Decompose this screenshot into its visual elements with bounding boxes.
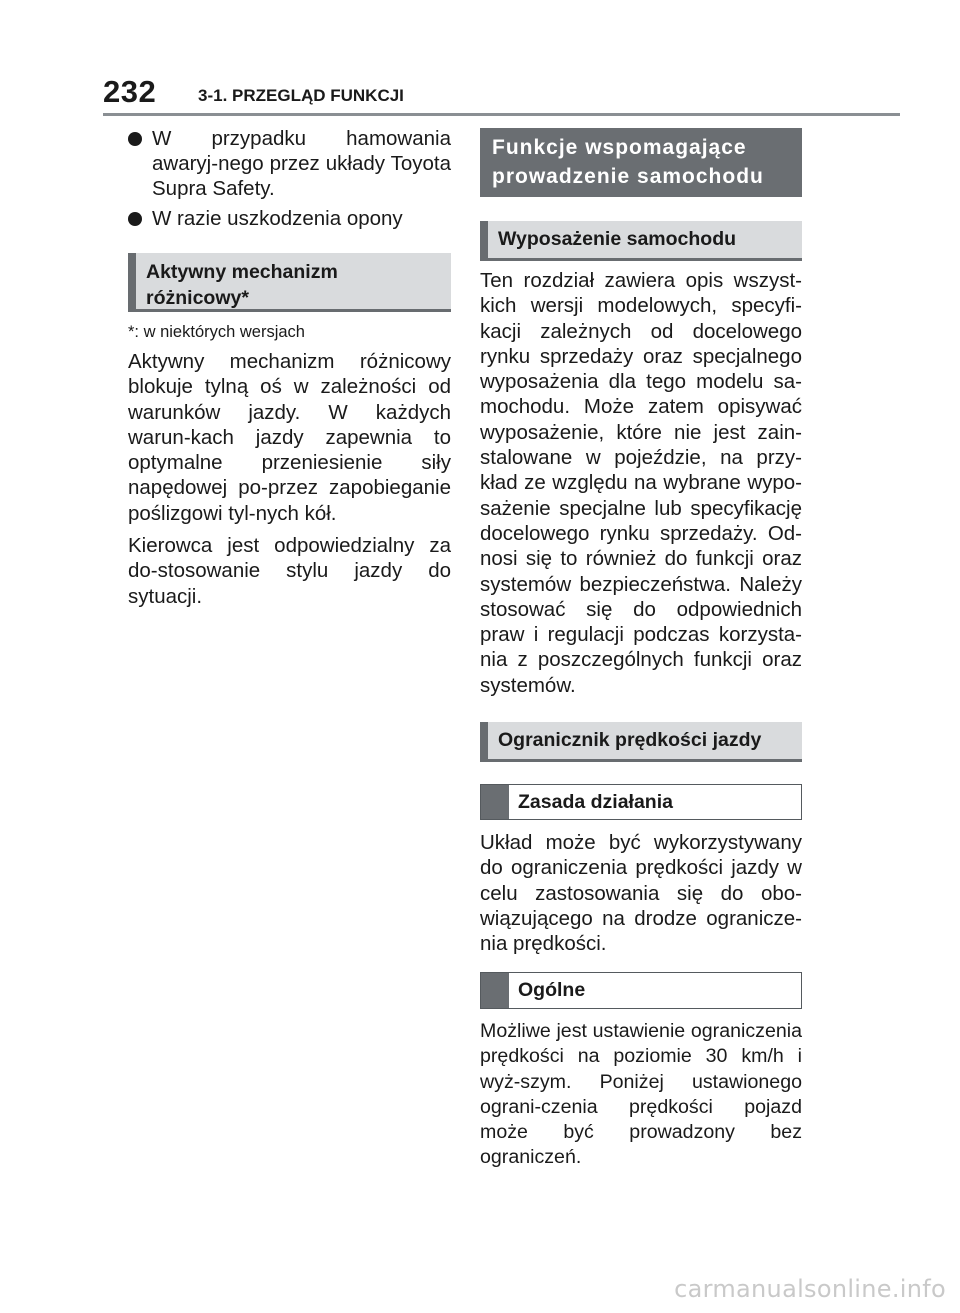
heading-equipment: Wyposażenie samochodu — [480, 221, 802, 261]
bullet-dot-icon — [128, 132, 142, 146]
paragraph: Układ może być wykorzystywany do ograniczenia prędkości jazdy w celu zastosowania się do obo-wiązującego na drodze ogranicze-nia prędkości. — [480, 831, 802, 956]
heading-speed-limiter: Ogranicznik prędkości jazdy — [480, 722, 802, 762]
subheading-general — [480, 972, 802, 1009]
paragraph: Aktywny mechanizm różnicowy blokuje tylną oś w zależności od warunków jazdy. W każdych warun-kach jazdy zapewnia to optymalne przeniesienie siły napędowej po-przez zapobieganie poślizgowi tyl-nych kół. — [128, 350, 451, 525]
main-heading: Funkcje wspomagające prowadzenie samochodu — [480, 128, 802, 197]
subheading-principle — [480, 784, 802, 820]
section-title: 3-1. PRZEGLĄD FUNKCJI — [198, 86, 404, 105]
paragraph: Ten rozdział zawiera opis wszyst-kich wersji modelowych, specyfi-kacji zależnych od docelowego rynku sprzedaży oraz specjalnego wyposażenia dla tego modelu sa-mochodu. Może zatem opisywać wyposażenie, które nie jest zain-stalowane w pojeździe, na przy-kład ze względu na wybrane wypo-sażenie specjalne lub specyfikację docelowego rynku sprzedaży. Od-nosi się to również do funkcji oraz systemów bezpieczeństwa. Należy stosować się do odpowiednich praw i regulacji podczas korzysta-nia z poszczególnych funkcji oraz systemów. — [480, 269, 802, 697]
header-rule — [103, 113, 900, 116]
paragraph: Kierowca jest odpowiedzialny za do-stosowanie stylu jazdy do sytuacji. — [128, 534, 451, 608]
bullet-item — [128, 126, 451, 201]
bullet-item — [128, 206, 451, 231]
bullet-dot-icon — [128, 212, 142, 226]
subheading-label: Ogólne — [518, 979, 586, 1001]
watermark: carmanualsonline.info — [674, 1275, 946, 1303]
heading-active-differential: Aktywny mechanizm różnicowy* — [128, 253, 451, 312]
footnote: *: w niektórych wersjach — [128, 323, 305, 341]
bullet-text: W przypadku hamowania awaryj-nego przez układy Toyota Supra Safety. — [152, 127, 451, 200]
subheading-bar — [481, 785, 509, 819]
paragraph: Możliwe jest ustawienie ograniczenia prędkości na poziomie 30 km/h i wyż-szym. Poniżej ustawionego ograni-czenia prędkości pojazd może być prowadzony bez ograniczeń. — [480, 1020, 802, 1169]
subheading-bar — [481, 973, 509, 1008]
subheading-label: Zasada działania — [518, 790, 673, 813]
page-number: 232 — [103, 74, 157, 109]
bullet-text: W razie uszkodzenia opony — [152, 207, 403, 230]
